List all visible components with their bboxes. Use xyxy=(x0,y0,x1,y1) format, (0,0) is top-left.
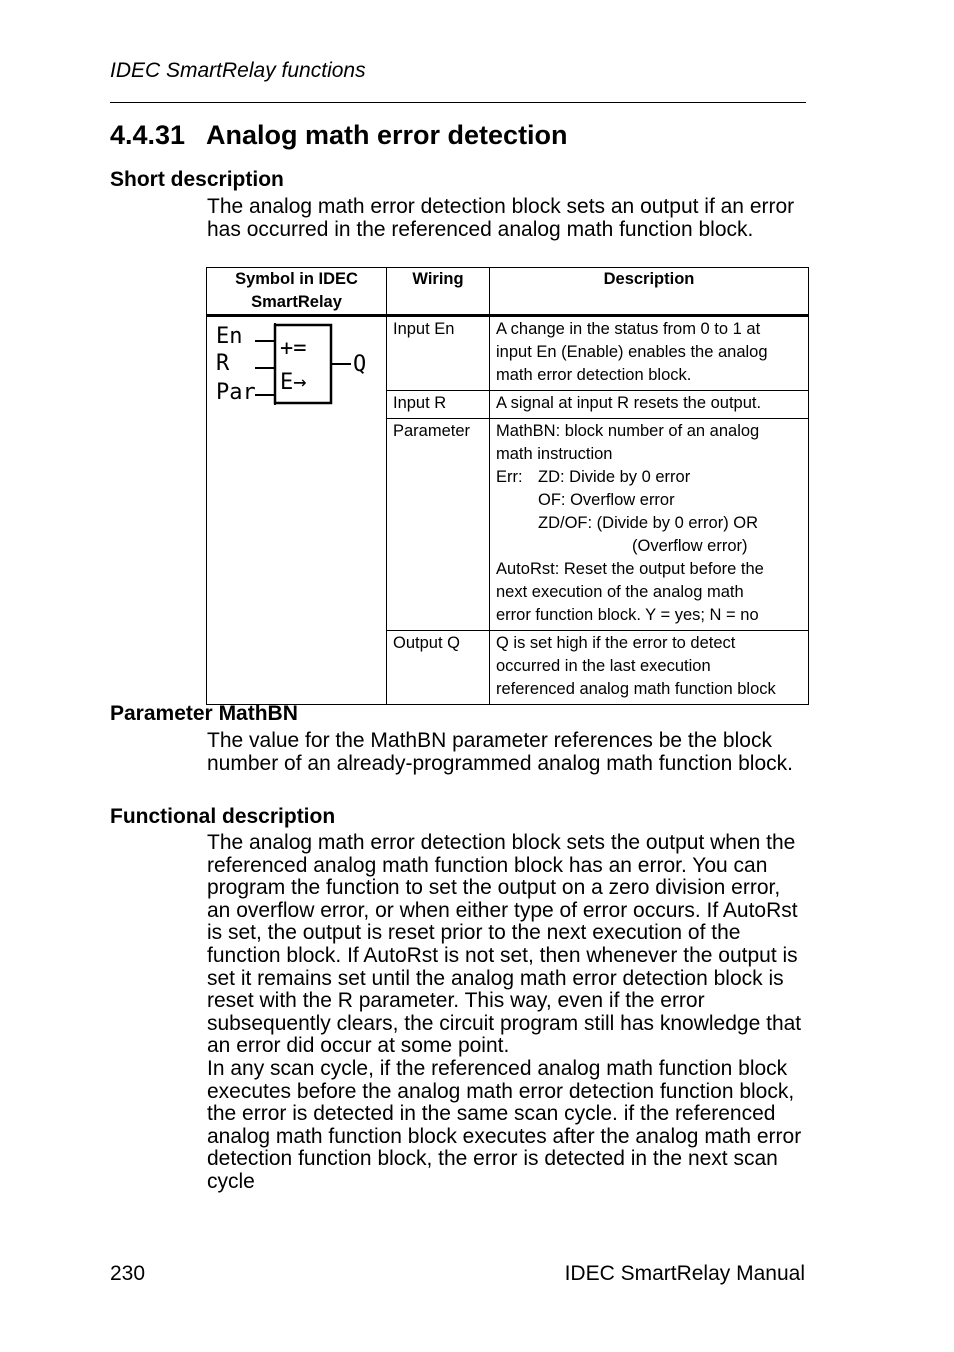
short-description-text xyxy=(207,196,807,241)
header-description: Description xyxy=(490,268,809,316)
description-line: Q is set high if the error to detect xyxy=(496,634,736,652)
wiring-input-r: Input R xyxy=(387,391,490,419)
description-line: AutoRst: Reset the output before the xyxy=(496,560,764,578)
input-label-en: En xyxy=(216,324,243,349)
functional-description-paragraph-1: The analog math error detection block sets the output when the referenced analog math function block has an error. You can program the function to set the output on a zero division error, an overflow error, or when either type of error occurs. If AutoRst is set, the output is reset prior to the next execution of the function block. If AutoRst is not set, then whenever the output is set it remains set until the analog math error detection block is reset with the R parameter. This way, even if the error subsequently clears, the circuit program still has knowledge that an error did occur at some point. xyxy=(207,831,802,1058)
input-label-r: R xyxy=(216,351,230,376)
err-option-zdof: ZD/OF: (Divide by 0 error) OR xyxy=(538,514,759,532)
block-symbol xyxy=(207,317,385,417)
functional-description-paragraph-2: In any scan cycle, if the referenced analog math function block executes before the analog math error detection function block, the error is detected in the same scan cycle. if the referenced analog math function block executes after the analog math error detection function block, the error is detected in the next scan cycle xyxy=(207,1056,802,1193)
description-line: A change in the status from 0 to 1 at xyxy=(496,320,761,338)
section-number: 4.4.31 xyxy=(110,120,186,150)
err-label: Err: xyxy=(496,468,523,486)
description-parameter xyxy=(490,419,809,631)
description-output-q xyxy=(490,631,809,705)
err-option-of: OF: Overflow error xyxy=(538,491,675,509)
running-header: IDEC SmartRelay functions xyxy=(110,59,366,82)
wiring-output-q: Output Q xyxy=(387,631,490,705)
description-input-r xyxy=(490,391,809,419)
err-option-zd: ZD: Divide by 0 error xyxy=(538,468,691,486)
description-input-en xyxy=(490,316,809,391)
table-row xyxy=(207,316,809,391)
short-description-heading: Short description xyxy=(110,168,284,191)
description-line: input En (Enable) enables the analog xyxy=(496,343,768,361)
header-wiring: Wiring xyxy=(387,268,490,316)
parameter-mathbn-text xyxy=(207,730,807,775)
short-description-paragraph: The analog math error detection block sets an output if an error has occurred in the referenced analog math function block. xyxy=(207,195,795,241)
wiring-parameter: Parameter xyxy=(387,419,490,631)
section-title-text: Analog math error detection xyxy=(206,120,568,150)
description-line: A signal at input R resets the output. xyxy=(496,394,762,412)
manual-title: IDEC SmartRelay Manual xyxy=(564,1262,805,1285)
description-line: math instruction xyxy=(496,445,613,463)
page-number: 230 xyxy=(110,1262,146,1285)
section-title xyxy=(110,120,568,151)
header-symbol: Symbol in IDEC SmartRelay xyxy=(207,268,387,316)
err-option-continuation: (Overflow error) xyxy=(632,537,748,555)
block-symbol-cell xyxy=(207,316,387,705)
wiring-input-en: Input En xyxy=(387,316,490,391)
symbol-label-top: += xyxy=(280,336,307,361)
output-label-q: Q xyxy=(353,352,367,377)
description-line: math error detection block. xyxy=(496,366,692,384)
description-line: referenced analog math function block xyxy=(496,680,776,698)
parameter-mathbn-heading: Parameter MathBN xyxy=(110,702,298,725)
header-rule xyxy=(110,102,806,103)
table-header-row xyxy=(207,268,809,316)
parameter-mathbn-paragraph: The value for the MathBN parameter references be the block number of an already-programmed analog math function block. xyxy=(207,729,793,775)
symbol-label-bottom: E→ xyxy=(280,370,307,395)
function-block-table xyxy=(206,267,809,705)
err-line xyxy=(496,466,802,489)
functional-description-text xyxy=(207,832,807,1194)
description-line: MathBN: block number of an analog xyxy=(496,422,760,440)
input-label-par: Par xyxy=(216,380,256,405)
description-line: next execution of the analog math xyxy=(496,583,744,601)
description-line: error function block. Y = yes; N = no xyxy=(496,606,759,624)
functional-description-heading: Functional description xyxy=(110,805,336,828)
description-line: occurred in the last execution xyxy=(496,657,711,675)
